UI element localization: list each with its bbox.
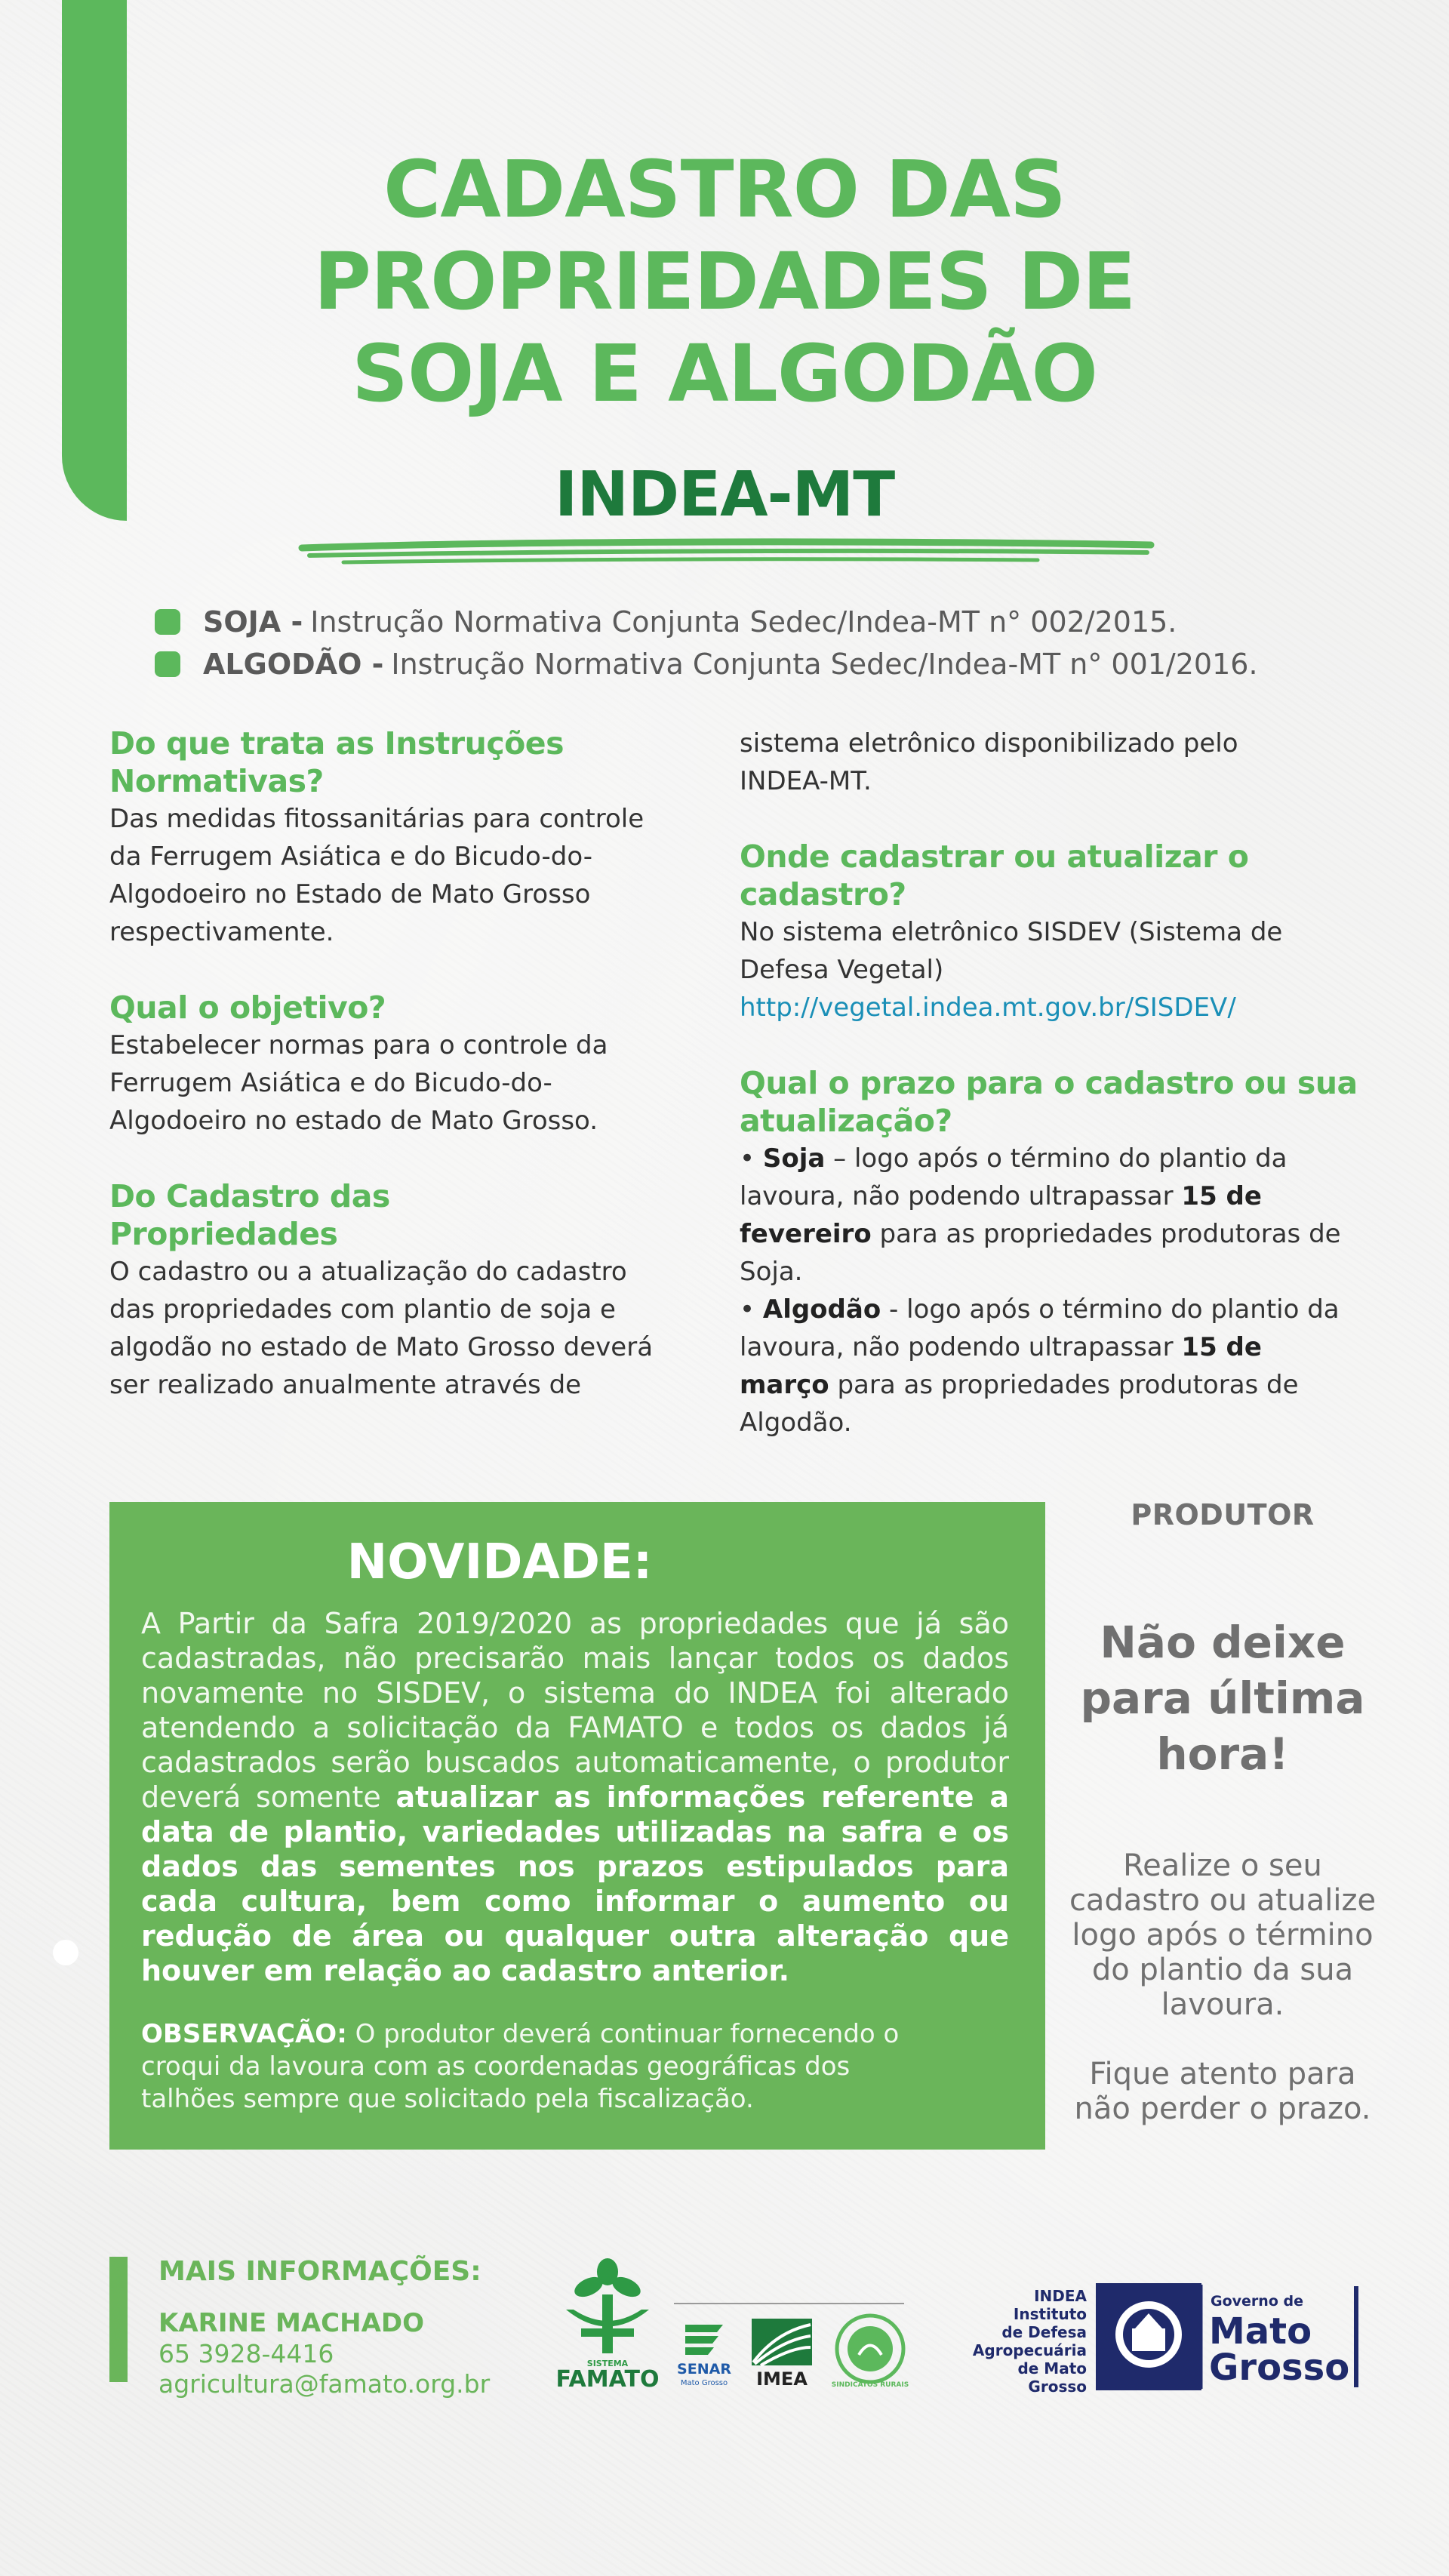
question-heading: Onde cadastrar ou atualizar o cadastro?: [740, 839, 1249, 913]
question-body-continued: sistema eletrônico disponibilizado pelo INDEA-MT.: [740, 728, 1238, 796]
question-body: No sistema eletrônico SISDEV (Sistema de Defesa Vegetal): [740, 917, 1283, 985]
aside-callout: Não deixe para última hora!: [1080, 1617, 1365, 1780]
question-heading: Do que trata as Instruções Normativas?: [109, 725, 564, 799]
gov-name-line-1: Mato: [1209, 2310, 1312, 2353]
question-heading: Qual o prazo para o cadastro ou sua atualização?: [740, 1065, 1358, 1139]
bullet-square-icon: [155, 651, 180, 677]
producer-aside: [1064, 1498, 1381, 2126]
norm-label: SOJA -: [203, 605, 303, 639]
gov-small-text: Governo de: [1211, 2293, 1303, 2310]
aside-heading: PRODUTOR: [1131, 1498, 1315, 1531]
indea-logo-text: INDEA Instituto de Defesa Agropecuária de Mato Grosso: [972, 2287, 1087, 2396]
footer-accent-bar: [109, 2257, 128, 2382]
bullet-square-icon: [155, 609, 180, 635]
famato-small-text: SISTEMA: [586, 2359, 629, 2368]
decorative-side-bar: [62, 0, 127, 521]
question-body: O cadastro ou a atualização do cadastro das propriedades com plantio de soja e algodão no estado de Mato Grosso deverá ser realizado anualmente através de: [109, 1257, 654, 1400]
question-body: Estabelecer normas para o controle da Ferrugem Asiática e do Bicudo-do-Algodoeiro no estado de Mato Grosso.: [109, 1030, 608, 1136]
novidade-title: NOVIDADE:: [346, 1534, 653, 1590]
left-column: [109, 725, 668, 1404]
sisdev-link[interactable]: http://vegetal.indea.mt.gov.br/SISDEV/: [740, 993, 1236, 1023]
norm-text: Instrução Normativa Conjunta Sedec/Indea-MT n° 002/2015.: [310, 605, 1177, 639]
deadline-algodao: • Algodão - logo após o término do plantio da lavoura, não podendo ultrapassar 15 de março para as propriedades produtoras de Algodão.: [740, 1294, 1340, 1438]
right-column: [740, 725, 1358, 1442]
imea-logo: [752, 2319, 812, 2390]
title-line-1: CADASTRO DAS: [383, 143, 1066, 235]
contact-email[interactable]: agricultura@famato.org.br: [158, 2369, 491, 2399]
famato-logo: [551, 2257, 664, 2393]
norms-list: [155, 601, 1377, 685]
contact-info: [158, 2253, 490, 2399]
svg-text:IMEA: IMEA: [756, 2368, 808, 2390]
decorative-dot: [53, 1940, 78, 1965]
aside-paragraph: Realize o seu cadastro ou atualize logo após o término do plantio da sua lavoura.: [1069, 1848, 1377, 2022]
contact-phone: 65 3928-4416: [158, 2339, 334, 2368]
question-heading: Qual o objetivo?: [109, 989, 386, 1026]
aside-paragraph: Fique atento para não perder o prazo.: [1074, 2057, 1371, 2126]
deadline-soja: • Soja – logo após o término do plantio da lavoura, não podendo ultrapassar 15 de fevereiro para as propriedades produtoras de Soja.: [740, 1143, 1341, 1287]
contact-name: KARINE MACHADO: [158, 2308, 425, 2338]
title-line-3: SOJA E ALGODÃO: [352, 328, 1097, 420]
svg-text:SENAR: SENAR: [677, 2361, 731, 2377]
page-subtitle: INDEA-MT: [554, 459, 895, 531]
norm-label: ALGODÃO -: [203, 648, 384, 681]
sindicatos-rurais-logo: [832, 2316, 909, 2389]
title-line-2: PROPRIEDADES DE: [313, 235, 1136, 328]
novidade-box: [109, 1502, 1045, 2150]
contact-heading: MAIS INFORMAÇÕES:: [158, 2256, 481, 2287]
svg-text:SINDICATOS RURAIS: SINDICATOS RURAIS: [831, 2381, 909, 2389]
question-body: Das medidas fitossanitárias para controle da Ferrugem Asiática e do Bicudo-do-Algodoeiro no Estado de Mato Grosso respectivamente.: [109, 804, 645, 947]
governo-mato-grosso-logo: [1096, 2283, 1360, 2390]
senar-logo: [677, 2325, 731, 2387]
brush-underline: [298, 537, 1155, 568]
question-heading: Do Cadastro das Propriedades: [109, 1178, 390, 1252]
famato-name: FAMATO: [555, 2366, 660, 2393]
norm-item-soja: [155, 601, 1377, 643]
novidade-text: A Partir da Safra 2019/2020 as propriedades que já são cadastradas, não precisarão mais lançar todos os dados novamente no SISDEV, o sistema do INDEA foi alterado atendendo a solicitação da FAMATO e todos os dados já cadastrados serão buscados automaticamente, o produtor deverá somente atualizar as informações referente a data de plantio, variedades utilizadas na safra e os dados das sementes nos prazos estipulados para cada cultura, bem como informar o aumento ou redução de área ou qualquer outra alteração que houver em relação ao cadastro anterior.: [141, 1607, 1009, 1987]
partner-logos: [670, 2302, 912, 2393]
svg-text:Mato Grosso: Mato Grosso: [680, 2379, 728, 2387]
novidade-observation: OBSERVAÇÃO: O produtor deverá continuar fornecendo o croqui da lavoura com as coordenadas geográficas dos talhões sempre que solicitado pela fiscalização.: [141, 2019, 900, 2114]
gov-name-line-2: Grosso: [1209, 2347, 1350, 2389]
norm-text: Instrução Normativa Conjunta Sedec/Indea-MT n° 001/2016.: [391, 648, 1258, 681]
page-title: [151, 143, 1298, 420]
norm-item-algodao: [155, 643, 1377, 685]
